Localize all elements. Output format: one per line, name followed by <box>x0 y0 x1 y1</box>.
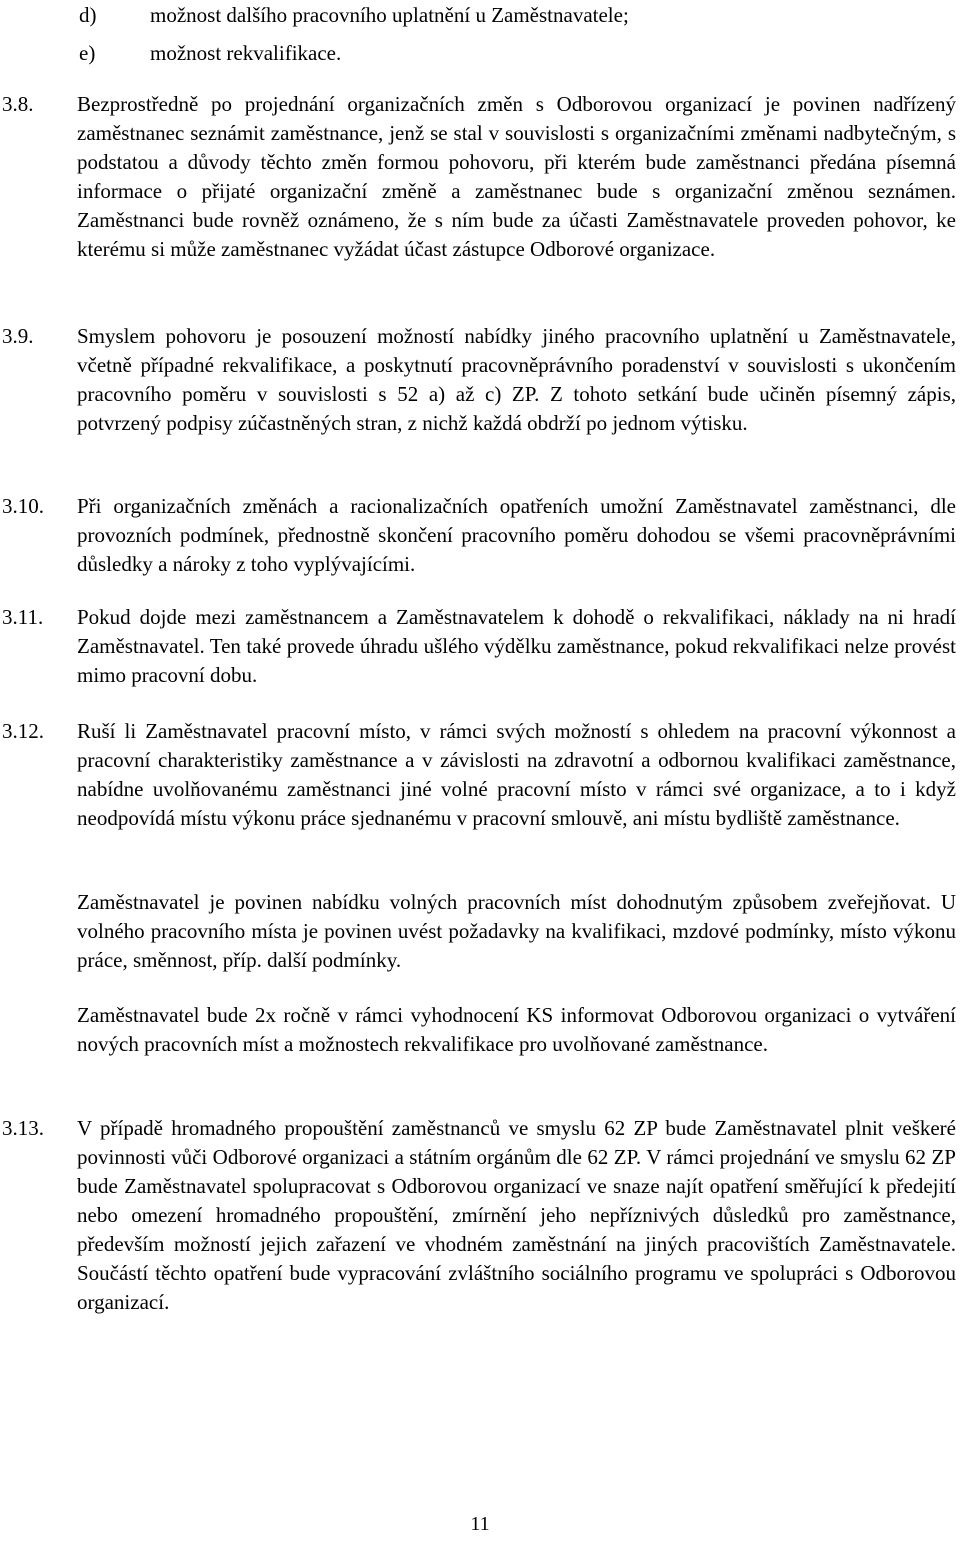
section-number: 3.9. <box>2 324 34 348</box>
section-number: 3.11. <box>2 605 44 629</box>
list-letter: e) <box>79 41 96 65</box>
section-number: 3.8. <box>2 92 34 116</box>
section-paragraph: Při organizačních změnách a racionalizačních opatřeních umožní Zaměstnavatel zaměstnanci, dle provozních podmínek, přednostně skončení pracovního poměru dohodou se všemi pracovněprávními důsledky a nároky z toho vyplývajícími. <box>77 494 956 576</box>
list-text: možnost dalšího pracovního uplatnění u Zaměstnavatele; <box>150 3 629 27</box>
section-paragraph: Zaměstnavatel bude 2x ročně v rámci vyhodnocení KS informovat Odborovou organizaci o vytváření nových pracovních míst a možnostech rekvalifikace pro uvolňované zaměstnance. <box>77 1003 956 1056</box>
list-text: možnost rekvalifikace. <box>150 41 342 65</box>
section-number: 3.12. <box>2 719 44 743</box>
section-paragraph: Zaměstnavatel je povinen nabídku volných pracovních míst dohodnutým způsobem zveřejňovat. U volného pracovního místa je povinen uvést požadavky na kvalifikaci, mzdové podmínky, místo výkonu práce, směnnost, příp. další podmínky. <box>77 890 956 972</box>
section-paragraph: Bezprostředně po projednání organizačních změn s Odborovou organizací je povinen nadřízený zaměstnanec seznámit zaměstnance, jenž se stal v souvislosti s organizačními změnami nadbytečným, s podstatou a důvody těchto změn formou pohovoru, při kterém bude zaměstnanci předána písemná informace o přijaté organizační změně a zaměstnanec bude s organizační změnou seznámen. Zaměstnanci bude rovněž oznámeno, že s ním bude za účasti Zaměstnavatele proveden pohovor, ke kterému si může zaměstnanec vyžádat účast zástupce Odborové organizace. <box>77 92 956 261</box>
section-number: 3.13. <box>2 1116 44 1140</box>
list-letter: d) <box>79 3 97 27</box>
section-paragraph: V případě hromadného propouštění zaměstnanců ve smyslu 62 ZP bude Zaměstnavatel plnit veškeré povinnosti vůči Odborové organizaci a státním orgánům dle 62 ZP. V rámci projednání ve smyslu 62 ZP bude Zaměstnavatel spolupracovat s Odborovou organizací ve snaze najít opatření směřující k předejití nebo omezení hromadného propouštění, zmírnění jeho nepříznivých důsledků pro zaměstnance, především možností jejich zařazení ve vhodném zaměstnání na jiných pracovištích Zaměstnavatele. Součástí těchto opatření bude vypracování zvláštního sociálního programu ve spolupráci s Odborovou organizací. <box>77 1116 956 1314</box>
section-number: 3.10. <box>2 494 44 518</box>
page-number: 11 <box>470 1513 490 1535</box>
list-item-d <box>0 0 960 30</box>
section-paragraph: Smyslem pohovoru je posouzení možností nabídky jiného pracovního uplatnění u Zaměstnavatele, včetně případné rekvalifikace, a poskytnutí pracovněprávního poradenství v souvislosti s ukončením pracovního poměru v souvislosti s 52 a) až c) ZP. Z tohoto setkání bude učiněn písemný zápis, potvrzený podpisy zúčastněných stran, z nichž každá obdrží po jednom výtisku. <box>77 324 956 435</box>
list-item-e <box>0 38 960 68</box>
section-paragraph: Pokud dojde mezi zaměstnancem a Zaměstnavatelem k dohodě o rekvalifikaci, náklady na ni hradí Zaměstnavatel. Ten také provede úhradu ušlého výdělku zaměstnance, pokud rekvalifikaci nelze provést mimo pracovní dobu. <box>77 605 956 687</box>
section-paragraph: Ruší li Zaměstnavatel pracovní místo, v rámci svých možností s ohledem na pracovní výkonnost a pracovní charakteristiky zaměstnance a v závislosti na zdravotní a odbornou kvalifikaci zaměstnance, nabídne uvolňovanému zaměstnanci jiné volné pracovní místo v rámci své organizace, a to i když neodpovídá místu výkonu práce sjednanému v pracovní smlouvě, ani místu bydliště zaměstnance. <box>77 719 956 830</box>
